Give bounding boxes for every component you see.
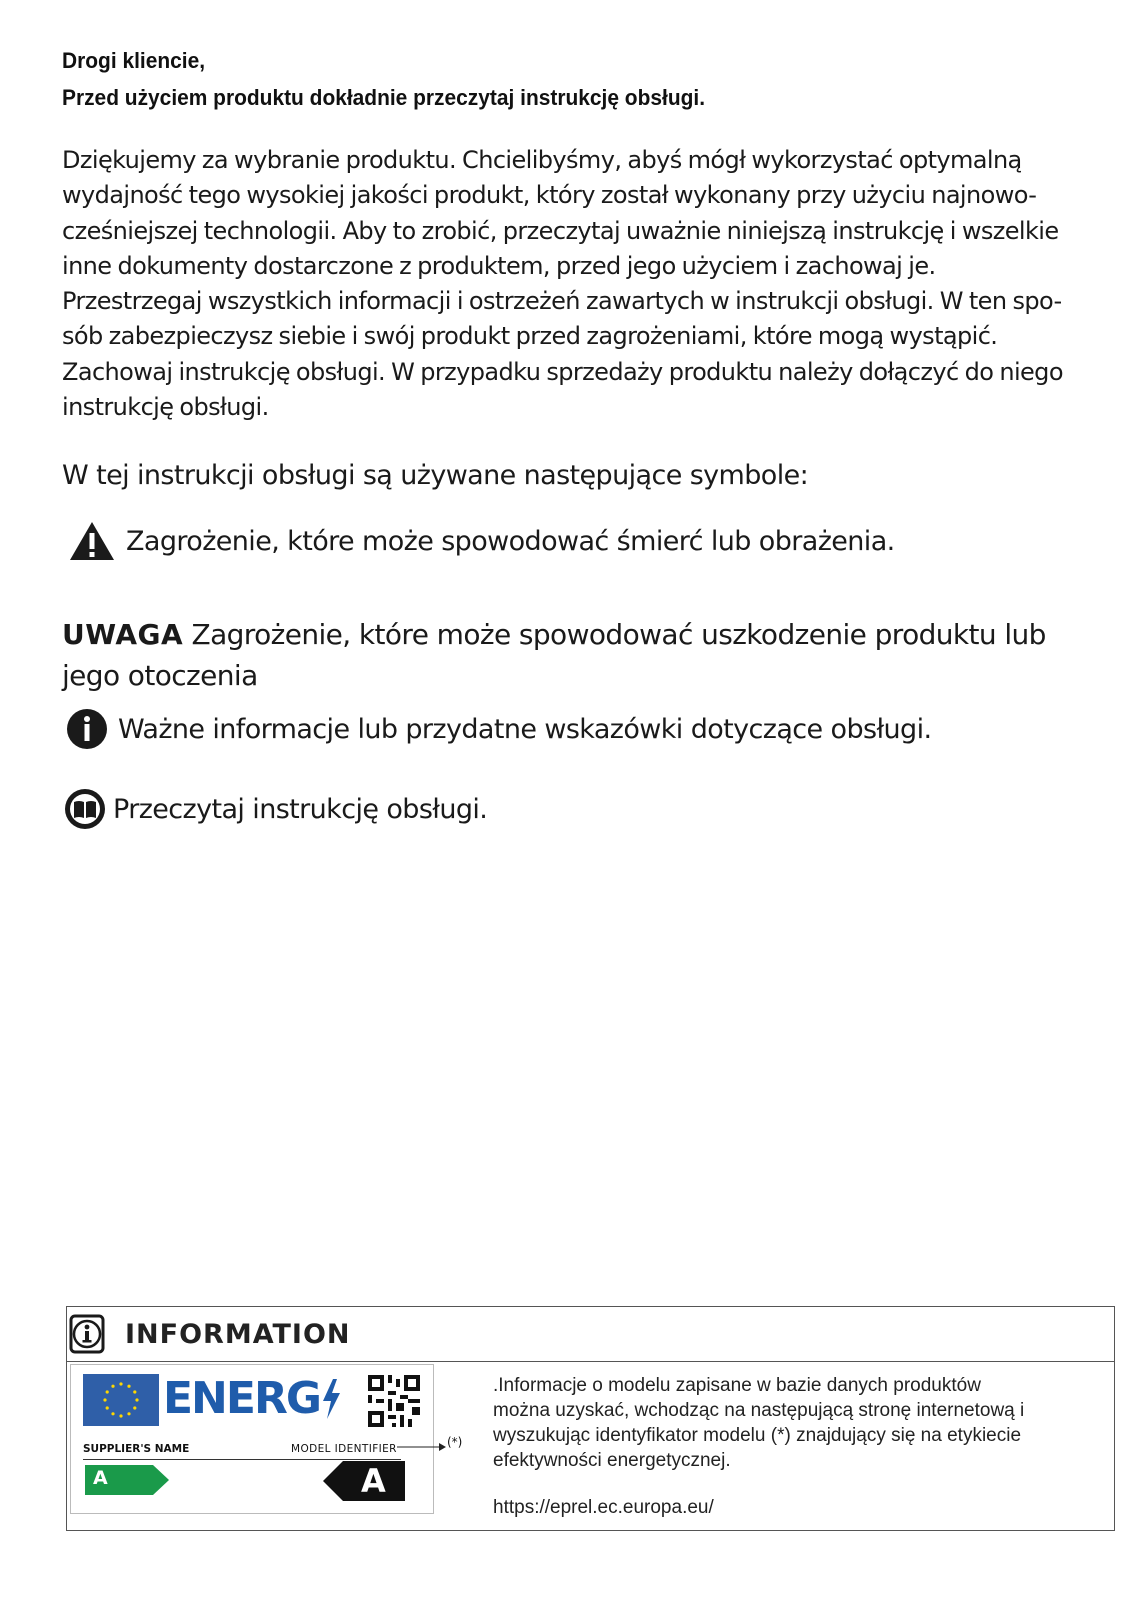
supplier-name-label: SUPPLIER'S NAME (83, 1443, 190, 1455)
info-icon (66, 708, 108, 750)
intro-paragraph (62, 143, 1072, 425)
greeting-instruction: Przed użyciem produktu dokładnie przeczytaj instrukcję obsługi. (62, 85, 706, 110)
symbols-heading: W tej instrukcji obsługi są używane następujące symbole: (62, 460, 809, 491)
greeting (62, 42, 1001, 116)
energy-class-small: A (93, 1467, 108, 1489)
intro-line: wydajność tego wysokiej jakości produkt, który został wykonany przy użyciu najnowo- (62, 181, 1037, 210)
intro-line: instrukcję obsługi. (62, 393, 269, 422)
warning-triangle-icon (68, 520, 116, 562)
label-divider (83, 1459, 401, 1460)
intro-line: Zachowaj instrukcję obsługi. W przypadku sprzedaży produktu należy dołączyć do niego (62, 357, 1063, 386)
information-description: .Informacje o modelu zapisane w bazie danych produktów można uzyskać, wchodząc na następującą stronę internetową i wyszukując identyfikator modelu (*) znajdujący się na etykiecie efektywności energetycznej. (493, 1375, 1025, 1471)
model-arrow-icon (397, 1441, 447, 1453)
info-symbol-row (66, 708, 931, 750)
read-manual-description: Przeczytaj instrukcję obsługi. (113, 793, 488, 825)
qr-code-icon (368, 1375, 420, 1427)
energy-class-big: A (361, 1462, 386, 1500)
information-header (67, 1307, 1114, 1362)
eu-flag-icon (83, 1374, 159, 1426)
greeting-salutation: Drogi kliencie, (62, 48, 206, 73)
warning-symbol-row (68, 520, 895, 562)
intro-line: inne dokumenty dostarczone z produktem, przed jego użyciem i zachowaj je. (62, 251, 936, 280)
uwaga-keyword: UWAGA (62, 618, 184, 651)
read-manual-symbol-row (64, 788, 487, 830)
intro-line: cześniejszej technologii. Aby to zrobić, przeczytaj uważnie niniejszą instrukcję i wszelkie (62, 216, 1059, 245)
model-identifier-label: MODEL IDENTIFIER (291, 1443, 397, 1455)
warning-description: Zagrożenie, które może spowodować śmierć lub obrażenia. (126, 525, 895, 557)
eprel-url-link[interactable]: https://eprel.ec.europa.eu/ (493, 1497, 714, 1518)
intro-line: sób zabezpieczysz siebie i swój produkt przed zagrożeniami, które mogą wystąpić. (62, 322, 998, 351)
lightning-icon (321, 1379, 341, 1419)
intro-line: Dziękujemy za wybranie produktu. Chcielibyśmy, abyś mógł wykorzystać optymalną (62, 146, 1022, 174)
info-description: Ważne informacje lub przydatne wskazówki dotyczące obsługi. (118, 713, 932, 745)
uwaga-description: Zagrożenie, które może spowodować uszkodzenie produktu lub jego otoczenia (62, 618, 1046, 692)
energy-label-panel (70, 1364, 434, 1514)
intro-line: Przestrzegaj wszystkich informacji i ostrzeżeń zawartych w instrukcji obsługi. W ten spo- (62, 287, 1062, 316)
uwaga-note (62, 614, 1072, 696)
information-title: INFORMATION (125, 1318, 351, 1350)
info-square-icon (69, 1314, 105, 1354)
information-box (66, 1306, 1115, 1531)
model-asterisk: (*) (447, 1435, 463, 1449)
energy-wordmark: ENERG (163, 1373, 320, 1424)
book-icon (64, 788, 106, 830)
